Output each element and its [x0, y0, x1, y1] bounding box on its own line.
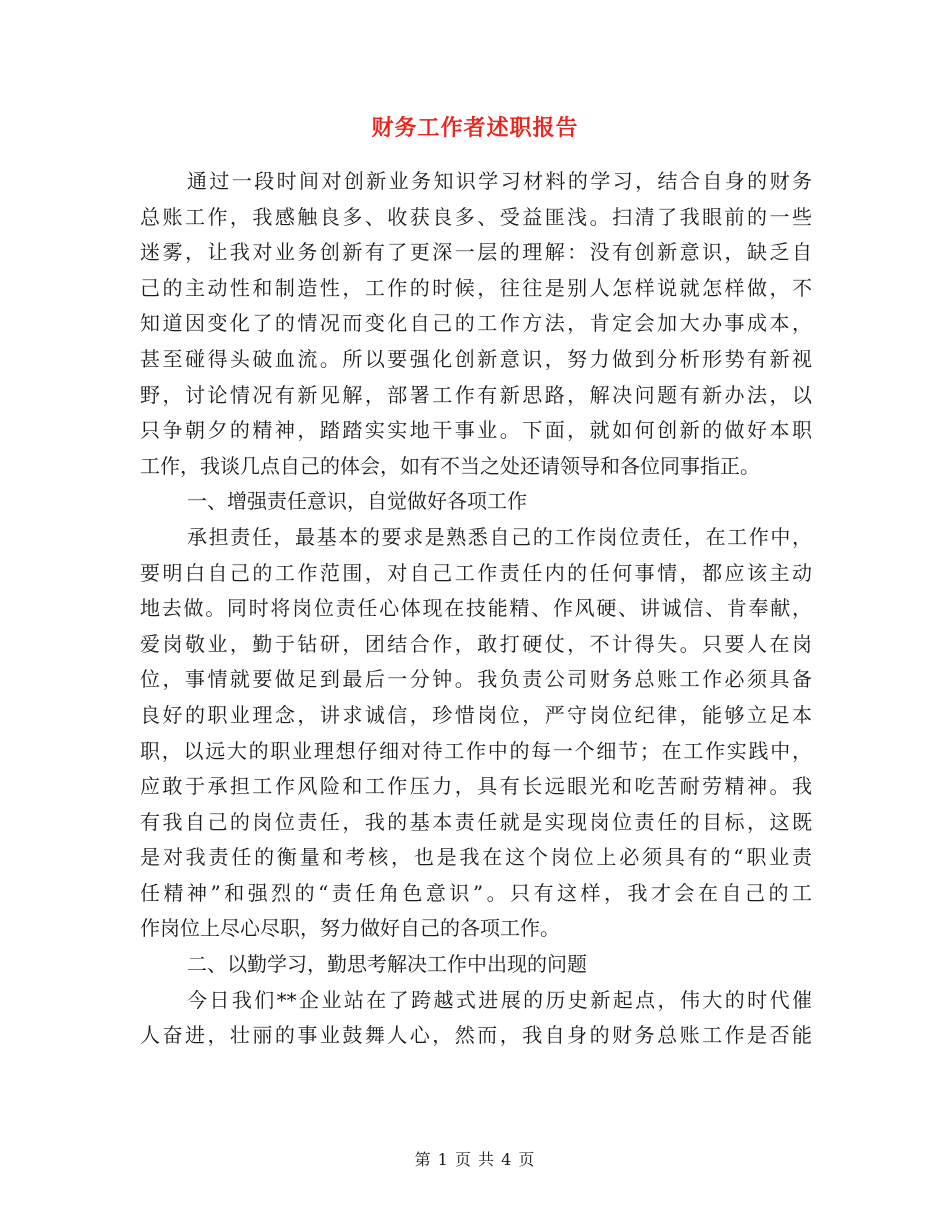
paragraph-line: 爱岗敬业，勤于钻研，团结合作，敢打硬仗，不计得失。只要人在岗 — [140, 631, 812, 656]
paragraph-line: 应敢于承担工作风险和工作压力，具有长远眼光和吃苦耐劳精神。我 — [140, 774, 812, 799]
paragraph-line: 工作，我谈几点自己的体会，如有不当之处还请领导和各位同事指正。 — [140, 453, 760, 478]
paragraph-line: 要明白自己的工作范围，对自己工作责任内的任何事情，都应该主动 — [140, 560, 812, 585]
paragraph-line: 己的主动性和制造性，工作的时候，往往是别人怎样说就怎样做，不 — [140, 275, 812, 300]
paragraph-line: 任精神”和强烈的“责任角色意识”。只有这样，我才会在自己的工 — [140, 880, 812, 905]
paragraph-line: 地去做。同时将岗位责任心体现在技能精、作风硬、讲诚信、肯奉献， — [140, 596, 812, 621]
paragraph-line: 职，以远大的职业理想仔细对待工作中的每一个细节；在工作实践中， — [140, 738, 812, 763]
paragraph-line: 是对我责任的衡量和考核，也是我在这个岗位上必须具有的“职业责 — [140, 845, 812, 870]
document-body — [140, 164, 812, 1054]
paragraph-line: 总账工作，我感触良多、收获良多、受益匪浅。扫清了我眼前的一些 — [140, 204, 812, 229]
paragraph-line: 野，讨论情况有新见解，部署工作有新思路，解决问题有新办法，以 — [140, 382, 812, 407]
paragraph-line: 承担责任，最基本的要求是熟悉自己的工作岗位责任，在工作中， — [187, 524, 812, 549]
section-heading: 一、增强责任意识，自觉做好各项工作 — [187, 489, 527, 514]
paragraph-line: 迷雾，让我对业务创新有了更深一层的理解：没有创新意识，缺乏自 — [140, 240, 812, 265]
paragraph-line: 良好的职业理念，讲求诚信，珍惜岗位，严守岗位纪律，能够立足本 — [140, 702, 812, 727]
paragraph-line: 人奋进，壮丽的事业鼓舞人心，然而，我自身的财务总账工作是否能 — [140, 1023, 812, 1048]
paragraph-line: 甚至碰得头破血流。所以要强化创新意识，努力做到分析形势有新视 — [140, 346, 812, 371]
paragraph-line: 只争朝夕的精神，踏踏实实地干事业。下面，就如何创新的做好本职 — [140, 418, 812, 443]
page-number: 第 1 页 共 4 页 — [414, 1150, 536, 1169]
paragraph-line: 位，事情就要做足到最后一分钟。我负责公司财务总账工作必须具备 — [140, 667, 812, 692]
paragraph-line: 通过一段时间对创新业务知识学习材料的学习，结合自身的财务 — [187, 169, 812, 193]
paragraph-line: 知道因变化了的情况而变化自己的工作方法，肯定会加大办事成本， — [140, 311, 812, 336]
section-heading: 二、以勤学习，勤思考解决工作中出现的问题 — [187, 952, 587, 977]
paragraph-line: 今日我们**企业站在了跨越式进展的历史新起点，伟大的时代催 — [187, 987, 812, 1012]
paragraph-line: 作岗位上尽心尽职，努力做好自己的各项工作。 — [140, 916, 560, 941]
paragraph-line: 有我自己的岗位责任，我的基本责任就是实现岗位责任的目标，这既 — [140, 809, 812, 834]
document-title: 财务工作者述职报告 — [371, 115, 579, 141]
